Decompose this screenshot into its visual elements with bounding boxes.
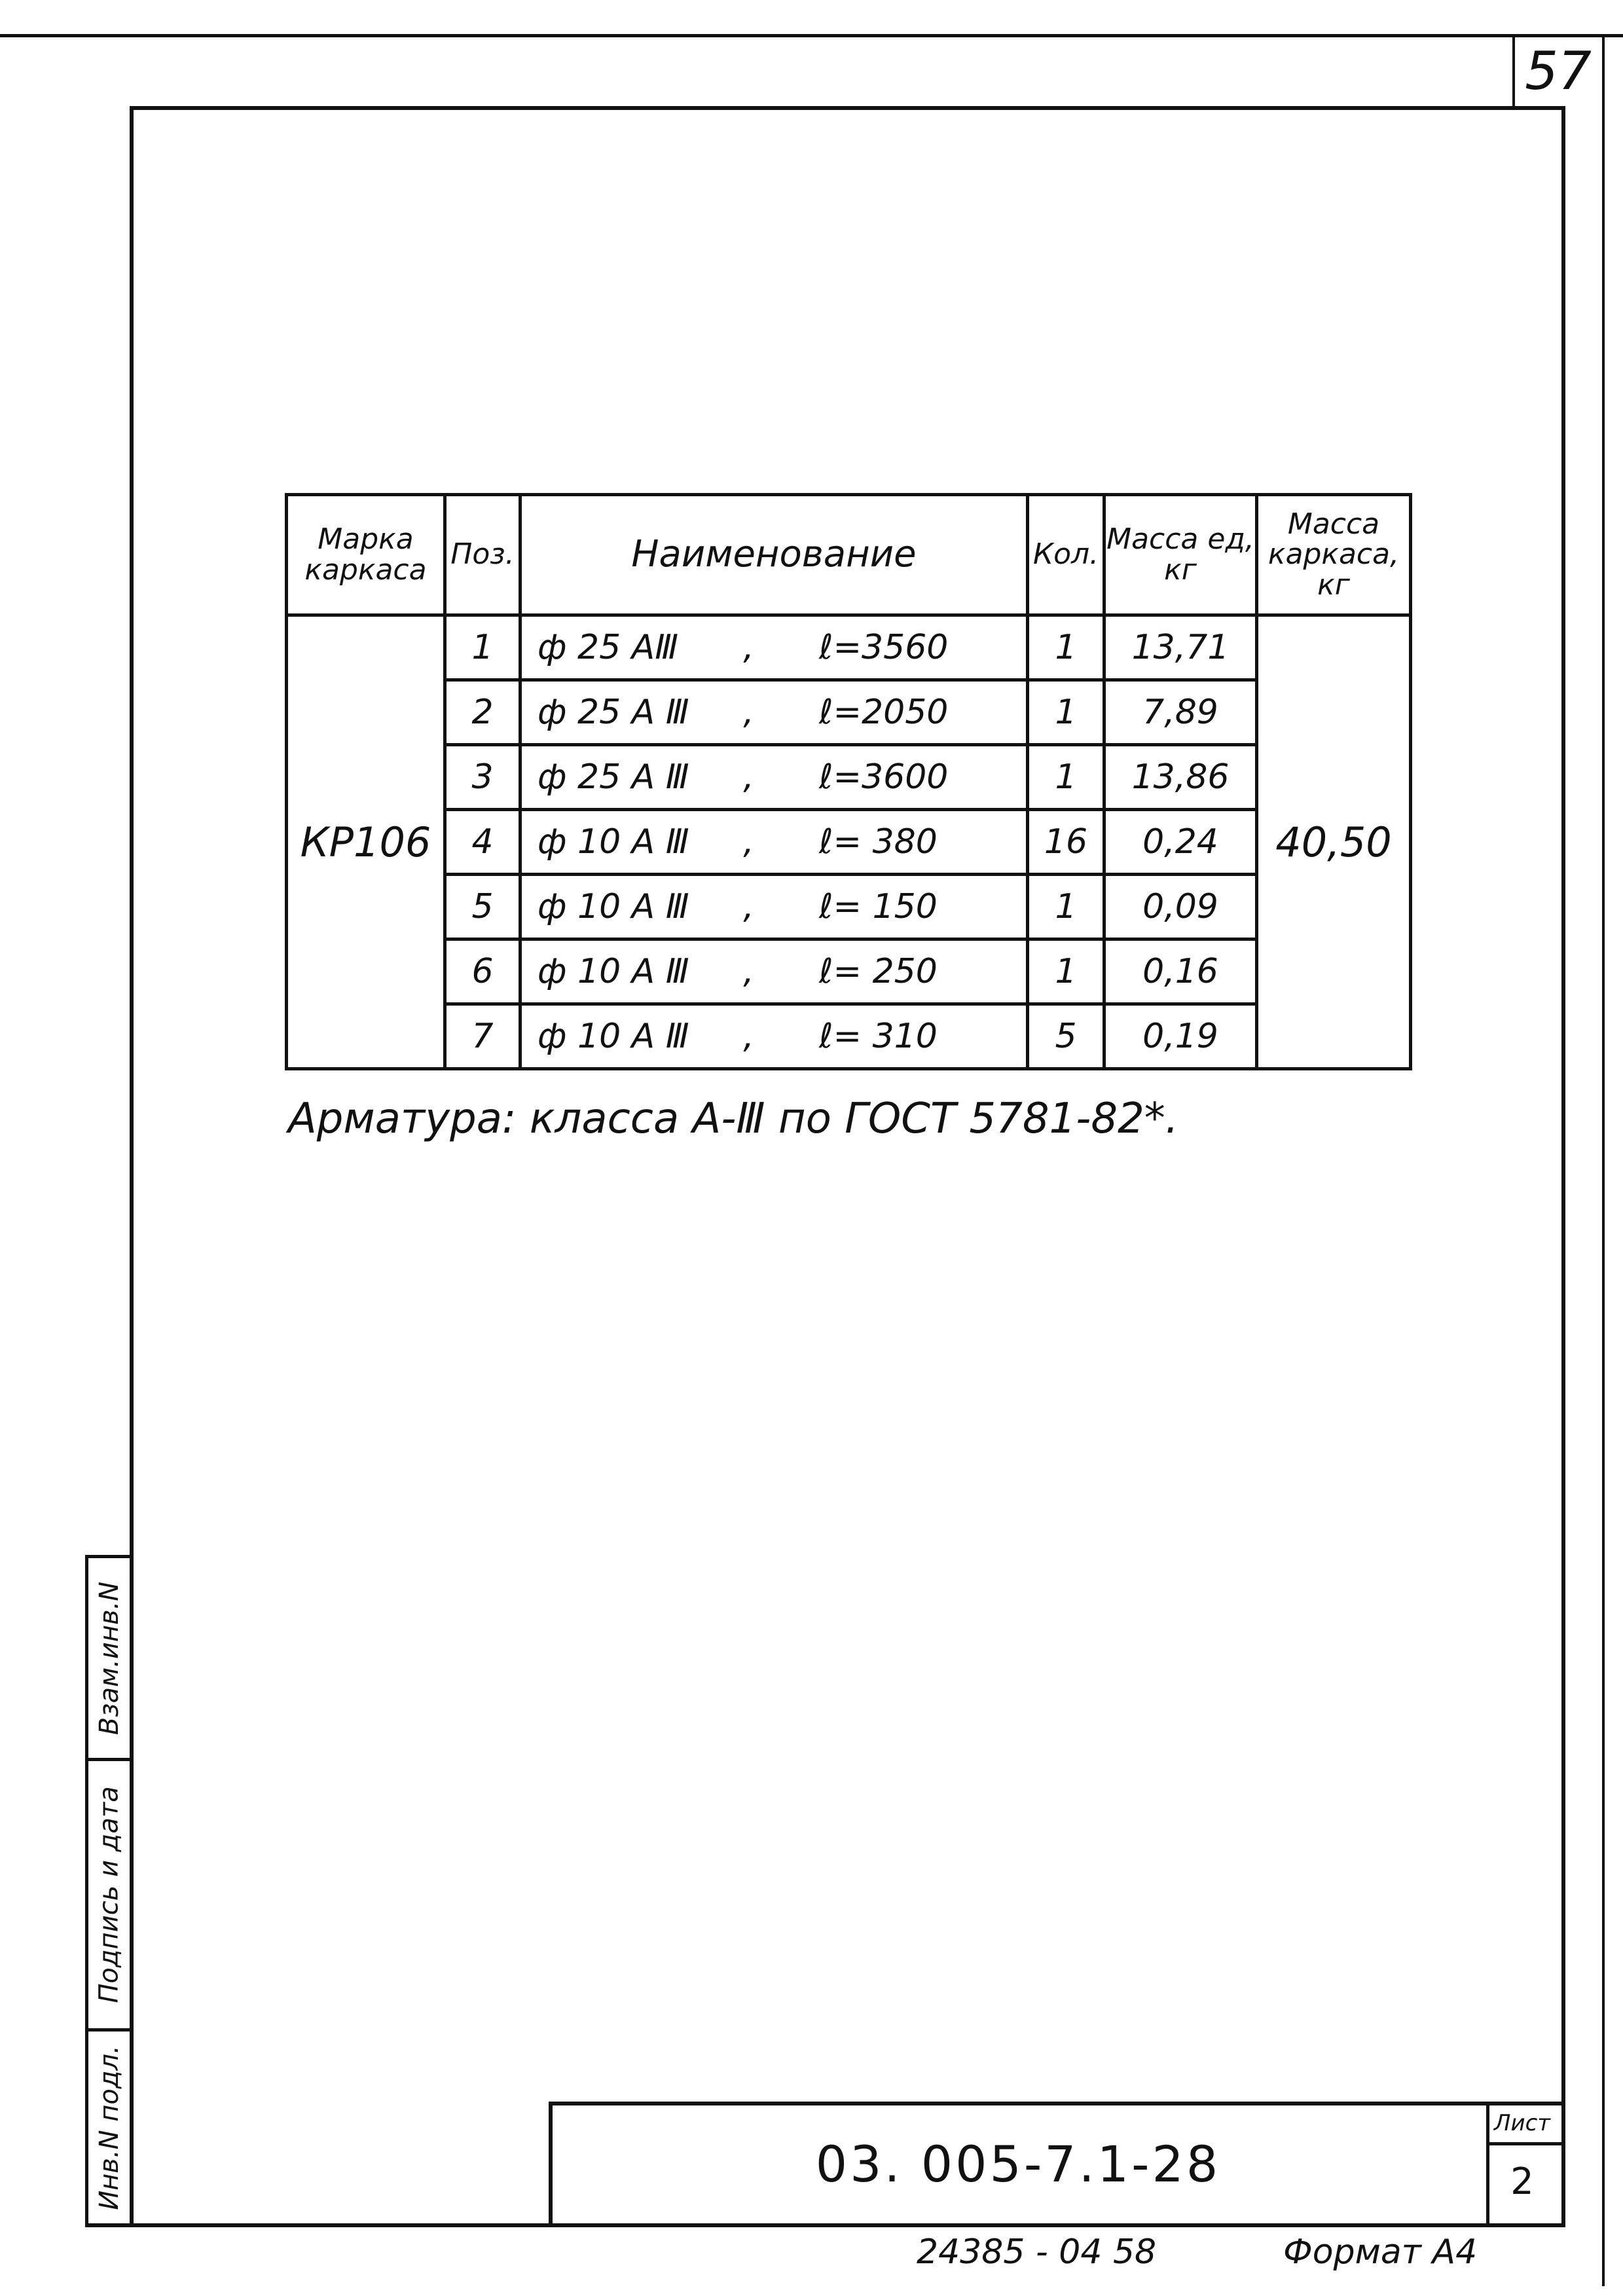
side-stamp-left-line <box>85 1555 88 2227</box>
table-row <box>287 810 1411 875</box>
unit-mass-cell: 0,19 <box>1104 1004 1257 1069</box>
inv-replaced-label: Взам.инв.N <box>94 1581 125 1735</box>
header-qty: Кол. <box>1028 495 1104 615</box>
qty-cell: 1 <box>1028 745 1104 810</box>
sign-date-cell <box>90 1761 129 2028</box>
sign-date-label: Подпись и дата <box>94 1786 125 2003</box>
name-cell: ф 25 А Ⅲ , ℓ=3600 <box>520 745 1028 810</box>
header-mark: Марка каркаса <box>287 495 445 615</box>
document-code: 03. 005-7.1-28 <box>815 2134 1221 2193</box>
inv-original-cell <box>90 2032 129 2223</box>
frame-bottom-line <box>85 2223 1565 2227</box>
sheet-label: Лист <box>1493 2110 1551 2136</box>
pos-cell: 2 <box>445 680 520 745</box>
specification-table <box>285 493 1412 1070</box>
qty-cell: 1 <box>1028 680 1104 745</box>
header-pos: Поз. <box>445 495 520 615</box>
name-cell: ф 10 А Ⅲ , ℓ= 380 <box>520 810 1028 875</box>
name-cell: ф 25 А Ⅲ , ℓ=2050 <box>520 680 1028 745</box>
unit-mass-cell: 0,24 <box>1104 810 1257 875</box>
pos-cell: 1 <box>445 615 520 680</box>
frame-mass-cell: 40,50 <box>1257 615 1411 1069</box>
name-cell: ф 25 АⅢ , ℓ=3560 <box>520 615 1028 680</box>
top-border-line <box>0 34 1623 37</box>
table-row <box>287 875 1411 939</box>
frame-mark-cell: КР106 <box>287 615 445 1069</box>
inv-original-label: Инв.N подл. <box>94 2045 124 2210</box>
header-name: Наименование <box>520 495 1028 615</box>
unit-mass-cell: 0,16 <box>1104 939 1257 1004</box>
unit-mass-cell: 0,09 <box>1104 875 1257 939</box>
table-header-row <box>287 495 1411 615</box>
qty-cell: 1 <box>1028 875 1104 939</box>
name-cell: ф 10 А Ⅲ , ℓ= 250 <box>520 939 1028 1004</box>
pos-cell: 3 <box>445 745 520 810</box>
pos-cell: 7 <box>445 1004 520 1069</box>
name-cell: ф 10 А Ⅲ , ℓ= 310 <box>520 1004 1028 1069</box>
pos-cell: 6 <box>445 939 520 1004</box>
table-row <box>287 939 1411 1004</box>
table-row <box>287 615 1411 680</box>
qty-cell: 16 <box>1028 810 1104 875</box>
header-unit-mass: Масса ед, кг <box>1104 495 1257 615</box>
qty-cell: 5 <box>1028 1004 1104 1069</box>
unit-mass-cell: 13,71 <box>1104 615 1257 680</box>
table-row <box>287 1004 1411 1069</box>
inv-replaced-cell <box>90 1558 129 1758</box>
reinforcement-note: Арматура: класса А-Ⅲ по ГОСТ 5781-82*. <box>288 1095 1179 1143</box>
page-number: 57 <box>1525 40 1592 101</box>
format-label: Формат А4 <box>1283 2232 1478 2272</box>
unit-mass-cell: 7,89 <box>1104 680 1257 745</box>
table-row <box>287 745 1411 810</box>
pos-cell: 5 <box>445 875 520 939</box>
header-frame-mass: Масса каркаса, кг <box>1257 495 1411 615</box>
sheet-number: 2 <box>1510 2160 1534 2203</box>
table-row <box>287 680 1411 745</box>
frame-left-line <box>130 106 134 2227</box>
pos-cell: 4 <box>445 810 520 875</box>
name-cell: ф 10 А Ⅲ , ℓ= 150 <box>520 875 1028 939</box>
frame-top-line <box>130 106 1565 110</box>
outer-right-line <box>1602 34 1605 2286</box>
unit-mass-cell: 13,86 <box>1104 745 1257 810</box>
archive-number: 24385 - 04 58 <box>917 2232 1157 2272</box>
qty-cell: 1 <box>1028 939 1104 1004</box>
frame-right-line <box>1561 106 1565 2227</box>
sheet-box-divider <box>1486 2142 1565 2145</box>
qty-cell: 1 <box>1028 615 1104 680</box>
